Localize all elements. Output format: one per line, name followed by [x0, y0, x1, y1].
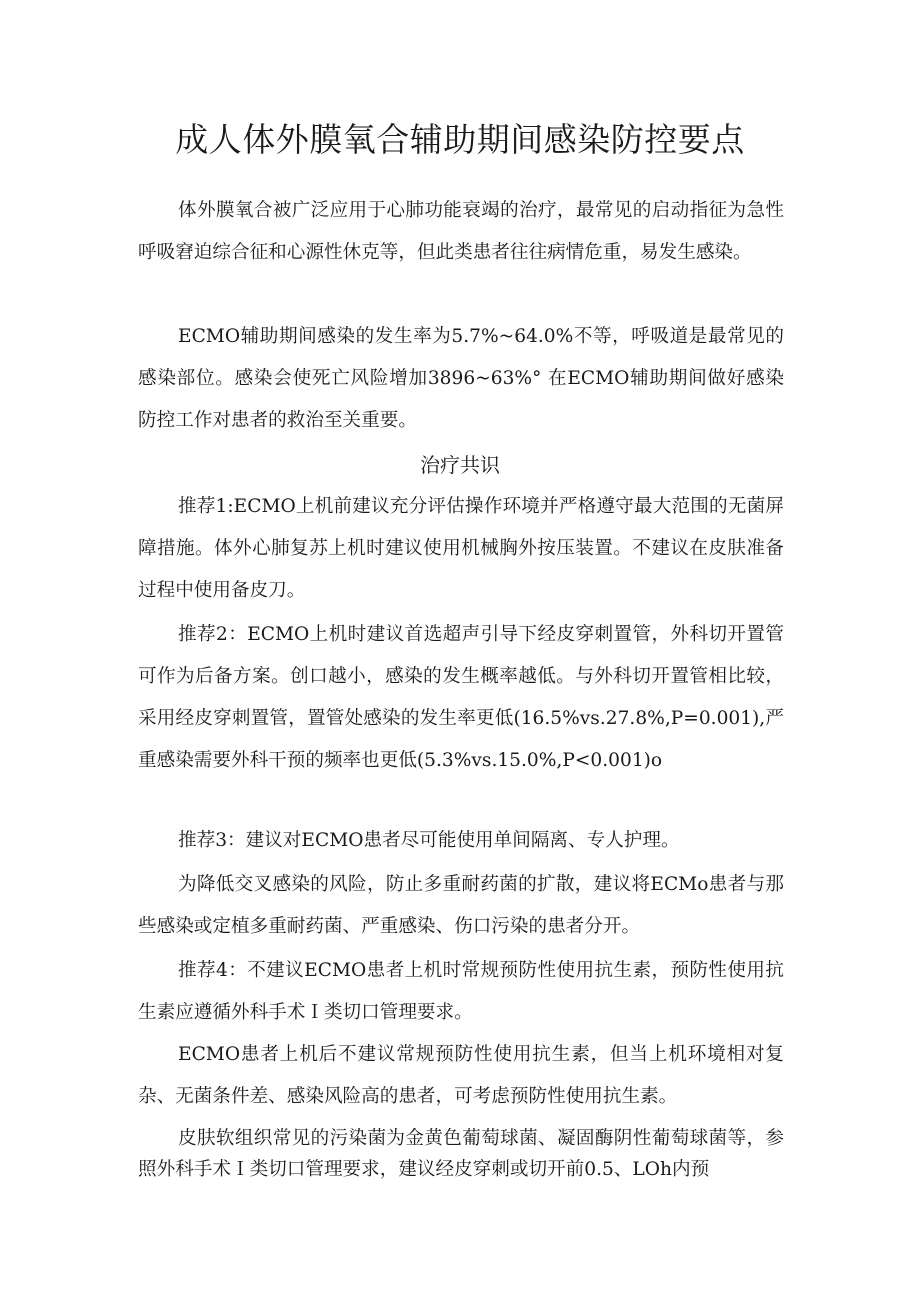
recommendation-3-detail-paragraph: 为降低交叉感染的风险，防止多重耐药菌的扩散，建议将ECMo患者与那些感染或定植多重耐药菌、严重感染、伤口污染的患者分开。	[138, 874, 784, 937]
recommendation-1-paragraph: 推荐1:ECMO上机前建议充分评估操作环境并严格遵守最大范围的无菌屏障措施。体外心肺复苏上机时建议使用机械胸外按压装置。不建议在皮肤准备过程中使用备皮刀。	[138, 496, 784, 601]
document-title: 成人体外膜氧合辅助期间感染防控要点	[175, 120, 745, 159]
recommendation-2-paragraph: 推荐2：ECMO上机时建议首选超声引导下经皮穿刺置管，外科切开置管可作为后备方案。创口越小，感染的发生概率越低。与外科切开置管相比较，采用经皮穿刺置管，置管处感染的发生率更低(16.5%vs.27.8%,P=0.001),严重感染需要外科干预的频率也更低(5.3%vs.15.0%,P<0.001)o	[138, 624, 784, 771]
skin-flora-paragraph: 皮肤软组织常见的污染菌为金黄色葡萄球菌、凝固酶阴性葡萄球菌等，参照外科手术Ｉ类切口管理要求，建议经皮穿刺或切开前0.5、LOh内预	[138, 1128, 784, 1180]
recommendation-4-detail-paragraph: ECMO患者上机后不建议常规预防性使用抗生素，但当上机环境相对复杂、无菌条件差、感染风险高的患者，可考虑预防性使用抗生素。	[138, 1044, 784, 1107]
intro-paragraph-2: ECMO辅助期间感染的发生率为5.7%~64.0%不等，呼吸道是最常见的感染部位。感染会使死亡风险增加3896~63%° 在ECMO辅助期间做好感染防控工作对患者的救治至关重要。	[138, 326, 784, 431]
recommendation-4-paragraph: 推荐4：不建议ECMO患者上机时常规预防性使用抗生素，预防性使用抗生素应遵循外科手术Ｉ类切口管理要求。	[138, 960, 784, 1023]
section-heading-consensus: 治疗共识	[420, 453, 500, 477]
intro-paragraph-1: 体外膜氧合被广泛应用于心肺功能衰竭的治疗，最常见的启动指征为急性呼吸窘迫综合征和心源性休克等，但此类患者往往病情危重，易发生感染。	[138, 200, 784, 263]
recommendation-3-paragraph: 推荐3：建议对ECMO患者尽可能使用单间隔离、专人护理。	[178, 830, 680, 851]
